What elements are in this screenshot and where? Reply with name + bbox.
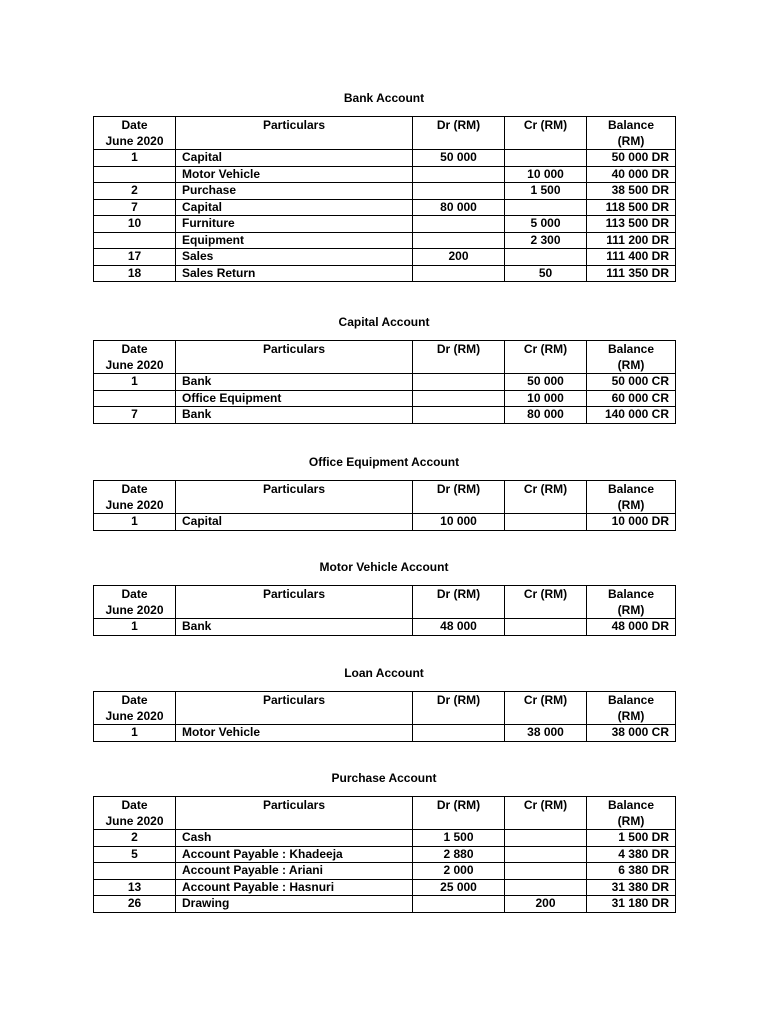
date-header-line2: June 2020 xyxy=(105,603,164,617)
dr-cell: 48 000 xyxy=(413,619,505,636)
date-cell: 1 xyxy=(94,514,176,531)
dr-cell xyxy=(413,896,505,913)
dr-header: Dr (RM) xyxy=(413,481,505,514)
table-row xyxy=(94,183,676,200)
dr-cell: 10 000 xyxy=(413,514,505,531)
cr-cell: 38 000 xyxy=(505,725,587,742)
account-title: Motor Vehicle Account xyxy=(319,560,449,574)
date-header xyxy=(94,586,176,619)
account-title: Purchase Account xyxy=(331,771,437,785)
particulars-cell: Furniture xyxy=(176,216,413,233)
date-cell: 5 xyxy=(94,846,176,863)
date-header-line2: June 2020 xyxy=(105,498,164,512)
cr-cell: 50 000 xyxy=(505,374,587,391)
table-row xyxy=(94,896,676,913)
table-row xyxy=(94,619,676,636)
table-row xyxy=(94,249,676,266)
dr-cell xyxy=(413,390,505,407)
balance-cell: 40 000 DR xyxy=(587,166,676,183)
dr-cell xyxy=(413,232,505,249)
particulars-cell: Capital xyxy=(176,199,413,216)
balance-cell: 118 500 DR xyxy=(587,199,676,216)
dr-cell: 200 xyxy=(413,249,505,266)
ledger-table xyxy=(93,691,676,742)
balance-cell: 6 380 DR xyxy=(587,863,676,880)
table-row xyxy=(94,150,676,167)
particulars-cell: Office Equipment xyxy=(176,390,413,407)
balance-cell: 38 000 CR xyxy=(587,725,676,742)
particulars-cell: Account Payable : Hasnuri xyxy=(176,879,413,896)
dr-header: Dr (RM) xyxy=(413,692,505,725)
date-cell: 7 xyxy=(94,199,176,216)
cr-header: Cr (RM) xyxy=(505,692,587,725)
table-row xyxy=(94,846,676,863)
dr-cell: 2 000 xyxy=(413,863,505,880)
cr-header: Cr (RM) xyxy=(505,586,587,619)
balance-header-line2: (RM) xyxy=(617,358,645,372)
header-row xyxy=(94,341,676,374)
dr-cell xyxy=(413,183,505,200)
date-header xyxy=(94,797,176,830)
balance-header-line1: Balance xyxy=(607,482,655,496)
balance-header xyxy=(587,341,676,374)
date-header-line1: Date xyxy=(121,118,148,132)
date-cell: 2 xyxy=(94,830,176,847)
particulars-header: Particulars xyxy=(176,117,413,150)
table-row xyxy=(94,863,676,880)
dr-cell xyxy=(413,265,505,282)
balance-header xyxy=(587,586,676,619)
balance-cell: 31 180 DR xyxy=(587,896,676,913)
balance-cell: 111 200 DR xyxy=(587,232,676,249)
balance-cell: 31 380 DR xyxy=(587,879,676,896)
date-header xyxy=(94,341,176,374)
balance-cell: 50 000 CR xyxy=(587,374,676,391)
dr-header: Dr (RM) xyxy=(413,586,505,619)
cr-cell xyxy=(505,249,587,266)
date-header-line1: Date xyxy=(121,342,148,356)
balance-header xyxy=(587,692,676,725)
particulars-cell: Cash xyxy=(176,830,413,847)
cr-header: Cr (RM) xyxy=(505,797,587,830)
ledger-table xyxy=(93,585,676,636)
date-cell: 1 xyxy=(94,725,176,742)
balance-cell: 140 000 CR xyxy=(587,407,676,424)
balance-header-line2: (RM) xyxy=(617,498,645,512)
balance-header-line1: Balance xyxy=(607,693,655,707)
header-row xyxy=(94,797,676,830)
balance-cell: 50 000 DR xyxy=(587,150,676,167)
date-cell xyxy=(94,166,176,183)
cr-cell: 10 000 xyxy=(505,166,587,183)
balance-cell: 1 500 DR xyxy=(587,830,676,847)
header-row xyxy=(94,117,676,150)
ledger-table xyxy=(93,340,676,424)
particulars-header: Particulars xyxy=(176,797,413,830)
table-row xyxy=(94,374,676,391)
particulars-cell: Motor Vehicle xyxy=(176,166,413,183)
date-cell: 13 xyxy=(94,879,176,896)
dr-header: Dr (RM) xyxy=(413,341,505,374)
ledger-table xyxy=(93,480,676,531)
dr-cell: 50 000 xyxy=(413,150,505,167)
particulars-header: Particulars xyxy=(176,692,413,725)
cr-cell: 1 500 xyxy=(505,183,587,200)
table-row xyxy=(94,830,676,847)
particulars-header: Particulars xyxy=(176,341,413,374)
purchase-account-section xyxy=(93,771,675,913)
cr-cell: 5 000 xyxy=(505,216,587,233)
account-title: Capital Account xyxy=(338,315,430,329)
particulars-cell: Capital xyxy=(176,514,413,531)
date-header-line2: June 2020 xyxy=(105,134,164,148)
particulars-cell: Bank xyxy=(176,619,413,636)
dr-header: Dr (RM) xyxy=(413,117,505,150)
cr-cell xyxy=(505,514,587,531)
date-header xyxy=(94,481,176,514)
cr-header: Cr (RM) xyxy=(505,117,587,150)
date-header-line1: Date xyxy=(121,798,148,812)
dr-cell xyxy=(413,216,505,233)
table-row xyxy=(94,199,676,216)
balance-header-line2: (RM) xyxy=(617,603,645,617)
balance-header-line1: Balance xyxy=(607,118,655,132)
particulars-cell: Drawing xyxy=(176,896,413,913)
balance-header xyxy=(587,797,676,830)
table-row xyxy=(94,265,676,282)
cr-cell xyxy=(505,150,587,167)
dr-cell: 2 880 xyxy=(413,846,505,863)
balance-header-line1: Balance xyxy=(607,342,655,356)
header-row xyxy=(94,692,676,725)
header-row xyxy=(94,481,676,514)
balance-header xyxy=(587,481,676,514)
date-cell: 2 xyxy=(94,183,176,200)
balance-header-line1: Balance xyxy=(607,587,655,601)
loan-account-section xyxy=(93,666,675,742)
dr-cell: 25 000 xyxy=(413,879,505,896)
cr-cell xyxy=(505,863,587,880)
cr-cell: 80 000 xyxy=(505,407,587,424)
table-row xyxy=(94,514,676,531)
date-cell xyxy=(94,232,176,249)
particulars-cell: Equipment xyxy=(176,232,413,249)
table-row xyxy=(94,407,676,424)
balance-header-line2: (RM) xyxy=(617,134,645,148)
dr-cell xyxy=(413,407,505,424)
date-cell: 18 xyxy=(94,265,176,282)
office-equipment-account-section xyxy=(93,455,675,531)
dr-cell xyxy=(413,166,505,183)
date-cell: 10 xyxy=(94,216,176,233)
balance-cell: 111 400 DR xyxy=(587,249,676,266)
table-row xyxy=(94,879,676,896)
particulars-header: Particulars xyxy=(176,481,413,514)
balance-cell: 113 500 DR xyxy=(587,216,676,233)
date-header-line2: June 2020 xyxy=(105,814,164,828)
cr-cell xyxy=(505,619,587,636)
table-row xyxy=(94,166,676,183)
table-row xyxy=(94,232,676,249)
dr-cell: 1 500 xyxy=(413,830,505,847)
date-cell xyxy=(94,390,176,407)
date-header-line2: June 2020 xyxy=(105,709,164,723)
table-row xyxy=(94,725,676,742)
particulars-cell: Bank xyxy=(176,407,413,424)
dr-cell xyxy=(413,374,505,391)
cr-cell xyxy=(505,199,587,216)
date-header-line1: Date xyxy=(121,693,148,707)
cr-cell: 2 300 xyxy=(505,232,587,249)
date-header xyxy=(94,117,176,150)
date-cell: 1 xyxy=(94,150,176,167)
dr-cell: 80 000 xyxy=(413,199,505,216)
particulars-cell: Account Payable : Ariani xyxy=(176,863,413,880)
account-title: Loan Account xyxy=(344,666,424,680)
cr-cell: 200 xyxy=(505,896,587,913)
table-row xyxy=(94,216,676,233)
header-row xyxy=(94,586,676,619)
balance-cell: 4 380 DR xyxy=(587,846,676,863)
balance-header-line2: (RM) xyxy=(617,814,645,828)
date-header-line1: Date xyxy=(121,587,148,601)
dr-header: Dr (RM) xyxy=(413,797,505,830)
cr-cell xyxy=(505,830,587,847)
date-header-line1: Date xyxy=(121,482,148,496)
balance-cell: 60 000 CR xyxy=(587,390,676,407)
balance-header-line2: (RM) xyxy=(617,709,645,723)
dr-cell xyxy=(413,725,505,742)
particulars-header: Particulars xyxy=(176,586,413,619)
particulars-cell: Bank xyxy=(176,374,413,391)
account-title: Bank Account xyxy=(343,91,425,105)
table-row xyxy=(94,390,676,407)
particulars-cell: Account Payable : Khadeeja xyxy=(176,846,413,863)
balance-cell: 38 500 DR xyxy=(587,183,676,200)
date-cell: 7 xyxy=(94,407,176,424)
date-header-line2: June 2020 xyxy=(105,358,164,372)
balance-cell: 48 000 DR xyxy=(587,619,676,636)
particulars-cell: Sales xyxy=(176,249,413,266)
particulars-cell: Motor Vehicle xyxy=(176,725,413,742)
capital-account-section xyxy=(93,315,675,424)
date-cell xyxy=(94,863,176,880)
cr-cell xyxy=(505,879,587,896)
date-cell: 1 xyxy=(94,374,176,391)
date-cell: 26 xyxy=(94,896,176,913)
account-title: Office Equipment Account xyxy=(308,455,460,469)
particulars-cell: Purchase xyxy=(176,183,413,200)
date-header xyxy=(94,692,176,725)
balance-header xyxy=(587,117,676,150)
cr-header: Cr (RM) xyxy=(505,341,587,374)
cr-cell xyxy=(505,846,587,863)
bank-account-section xyxy=(93,91,675,282)
cr-header: Cr (RM) xyxy=(505,481,587,514)
date-cell: 1 xyxy=(94,619,176,636)
ledger-table xyxy=(93,796,676,913)
motor-vehicle-account-section xyxy=(93,560,675,636)
balance-cell: 111 350 DR xyxy=(587,265,676,282)
date-cell: 17 xyxy=(94,249,176,266)
balance-cell: 10 000 DR xyxy=(587,514,676,531)
ledger-table xyxy=(93,116,676,282)
cr-cell: 10 000 xyxy=(505,390,587,407)
balance-header-line1: Balance xyxy=(607,798,655,812)
particulars-cell: Capital xyxy=(176,150,413,167)
particulars-cell: Sales Return xyxy=(176,265,413,282)
cr-cell: 50 xyxy=(505,265,587,282)
